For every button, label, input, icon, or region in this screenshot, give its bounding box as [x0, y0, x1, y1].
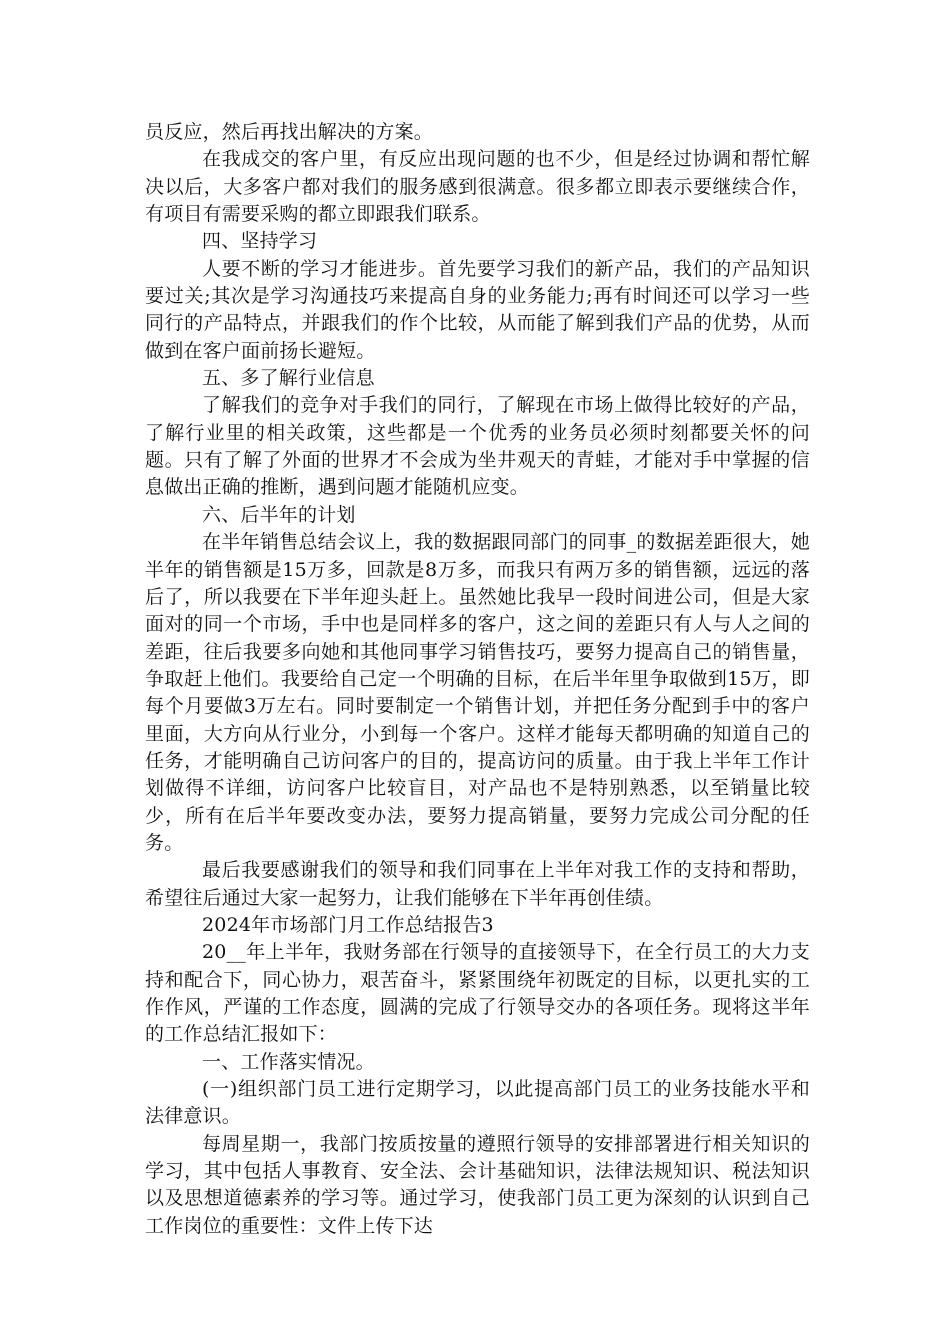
paragraph-sales-plan: 在半年销售总结会议上，我的数据跟同部门的同事_的数据差距很大，她半年的销售额是15万多，回款是8万多，而我只有两万多的销售额，远远的落后了，所以我要在下半年迎头赶上。虽然她比我早一段时间进公司，但是大家面对的同一个市场，手中也是同样多的客户，这之间的差距只有人与人之间的差距，往后我要多向她和其他同事学习销售技巧，要努力提高自己的销售量，争取赶上他们。我要给自己定一个明确的目标，在后半年里争取做到15万，即每个月要做3万左右。同时要制定一个销售计划，并把任务分配到手中的客户里面，大方向从行业分，小到每一个客户。这样才能每天都明确的知道自己的任务，才能明确自己访问客户的目的，提高访问的质量。由于我上半年工作计划做得不详细，访问客户比较盲目，对产品也不是特别熟悉，以至销量比较少，所有在后半年要改变办法，要努力提高销量，要努力完成公司分配的任务。: [145, 531, 810, 854]
section-heading-second-half-plan: 六、后半年的计划: [202, 503, 356, 526]
report-title: 2024年市场部门月工作总结报告3: [202, 913, 494, 936]
paragraph-weekly-study: 每周星期一，我部门按质按量的遵照行领导的安排部署进行相关知识的学习，其中包括人事教育、安全法、会计基础知识，法律法规知识、税法知识以及思想道德素养的学习等。通过学习，使我部门员工更为深刻的认识到自己工作岗位的重要性：文件上传下达: [145, 1132, 810, 1237]
subheading-regular-study: (一)组织部门员工进行定期学习，以此提高部门员工的业务技能水平和法律意识。: [145, 1078, 810, 1128]
paragraph-report-intro: 20__年上半年，我财务部在行领导的直接领导下，在全行员工的大力支持和配合下，同心协力，艰苦奋斗，紧紧围绕年初既定的目标，以更扎实的工作作风，严谨的工作态度，圆满的完成了行领导交办的各项任务。现将这半年的工作总结汇报如下：: [145, 941, 810, 1046]
paragraph-learning: 人要不断的学习才能进步。首先要学习我们的新产品，我们的产品知识要过关;其次是学习沟通技巧来提高自身的业务能力;再有时间还可以学习一些同行的产品特点，并跟我们的作个比较，从而能了解到我们产品的优势，从而做到在客户面前扬长避短。: [145, 257, 810, 362]
paragraph-industry-info: 了解我们的竞争对手我们的同行，了解现在市场上做得比较好的产品，了解行业里的相关政策，这些都是一个优秀的业务员必须时刻都要关怀的问题。只有了解了外面的世界才不会成为坐井观天的青蛙，才能对手中掌握的信息做出正确的推断，遇到问题才能随机应变。: [145, 394, 810, 499]
section-heading-work-implementation: 一、工作落实情况。: [202, 1050, 375, 1073]
document-body: [145, 119, 810, 1240]
section-heading-industry-info: 五、多了解行业信息: [202, 367, 375, 390]
paragraph-continuation: 员反应，然后再找出解决的方案。: [145, 121, 434, 143]
section-heading-keep-learning: 四、坚持学习: [202, 230, 318, 253]
paragraph-thanks: 最后我要感谢我们的领导和我们同事在上半年对我工作的支持和帮助，希望往后通过大家一起努力，让我们能够在下半年再创佳绩。: [145, 859, 810, 909]
paragraph-customer-feedback: 在我成交的客户里，有反应出现问题的也不少，但是经过协调和帮忙解决以后，大多客户都对我们的服务感到很满意。很多都立即表示要继续合作，有项目有需要采购的都立即跟我们联系。: [145, 148, 810, 226]
